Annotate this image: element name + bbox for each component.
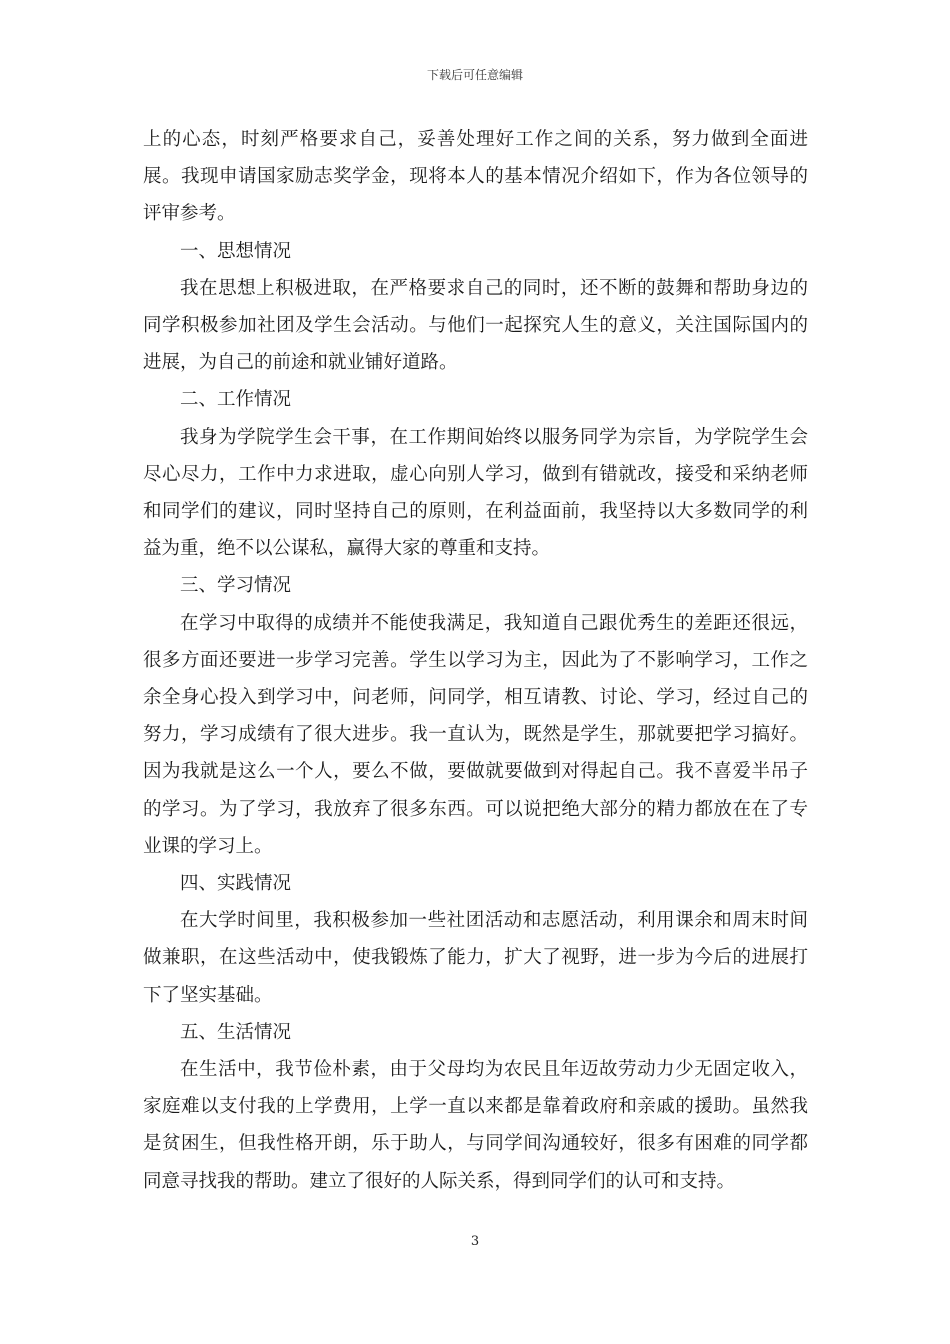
section-heading-work: 二、工作情况 xyxy=(180,389,292,411)
section-heading-practice: 四、实践情况 xyxy=(180,873,292,895)
section-heading-thought: 一、思想情况 xyxy=(180,240,292,262)
page-number: 3 xyxy=(470,1234,480,1249)
paragraph-life: 在生活中，我节俭朴素，由于父母均为农民且年迈故劳动力少无固定收入，家庭难以支付我的上学费用，上学一直以来都是靠着政府和亲戚的援助。虽然我是贫困生，但我性格开朗，乐于助人，与同学间沟通较好，很多有困难的同学都同意寻找我的帮助。建立了很好的人际关系，得到同学们的认可和支持。 xyxy=(143,1059,808,1192)
document-body xyxy=(143,121,808,1200)
paragraph-practice: 在大学时间里，我积极参加一些社团活动和志愿活动，利用课余和周末时间做兼职，在这些活动中，使我锻炼了能力，扩大了视野，进一步为今后的进展打下了坚实基础。 xyxy=(143,910,808,1006)
paragraph-study: 在学习中取得的成绩并不能使我满足，我知道自己跟优秀生的差距还很远，很多方面还要进一步学习完善。学生以学习为主，因此为了不影响学习，工作之余全身心投入到学习中，问老师，问同学，相互请教、讨论、学习，经过自己的努力，学习成绩有了很大进步。我一直认为，既然是学生，那就要把学习搞好。因为我就是这么一个人，要么不做，要做就要做到对得起自己。我不喜爱半吊子的学习。为了学习，我放弃了很多东西。可以说把绝大部分的精力都放在在了专业课的学习上。 xyxy=(143,612,808,857)
section-heading-life: 五、生活情况 xyxy=(180,1021,292,1043)
section-heading-study: 三、学习情况 xyxy=(180,575,292,597)
paragraph-thought: 我在思想上积极进取，在严格要求自己的同时，还不断的鼓舞和帮助身边的同学积极参加社团及学生会活动。与他们一起探究人生的意义，关注国际国内的进展，为自己的前途和就业铺好道路。 xyxy=(143,277,808,374)
paragraph-work: 我身为学院学生会干事，在工作期间始终以服务同学为宗旨，为学院学生会尽心尽力，工作中力求进取，虚心向别人学习，做到有错就改，接受和采纳老师和同学们的建议，同时坚持自己的原则，在利益面前，我坚持以大多数同学的利益为重，绝不以公谋私，赢得大家的尊重和支持。 xyxy=(143,426,808,560)
paragraph-intro-continued: 上的心态，时刻严格要求自己，妥善处理好工作之间的关系，努力做到全面进展。我现申请国家励志奖学金，现将本人的基本情况介绍如下，作为各位领导的评审参考。 xyxy=(143,129,808,225)
page-header-note: 下载后可任意编辑 xyxy=(426,68,523,82)
